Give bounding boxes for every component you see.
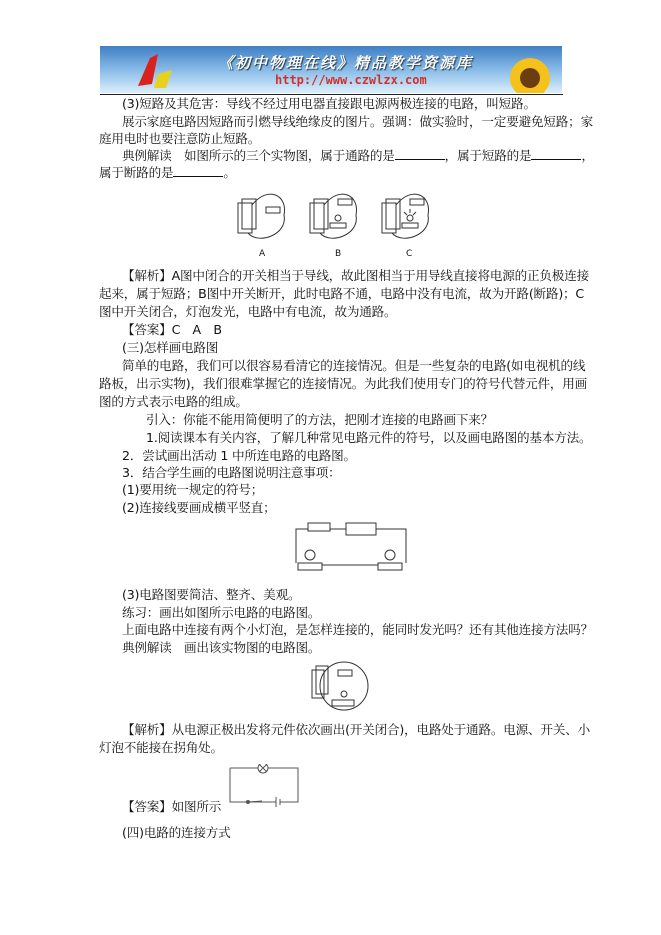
text-line: 上面电路中连接有两个小灯泡，是怎样连接的，能同时发光吗？还有其他连接方法吗？	[122, 622, 593, 637]
logo-icon	[128, 46, 188, 93]
answer-circuit-diagram	[228, 764, 302, 808]
text-line: 3．结合学生画的电路图说明注意事项：	[122, 465, 341, 480]
text-line: 2．尝试画出活动 1 中所连电路的电路图。	[122, 448, 356, 463]
text-line: 1.阅读课本有关内容，了解几种常见电路元件的符号，以及画电路图的基本方法。	[146, 430, 592, 445]
text: 属于断路的是	[99, 165, 174, 180]
text-line: (1)要用统一规定的符号；	[122, 482, 264, 497]
header-banner	[100, 46, 562, 93]
text-line: 引入：你能不能用简便明了的方法，把刚才连接的电路画下来？	[146, 412, 494, 427]
banner-url: http://www.czwlzx.com	[275, 73, 427, 87]
figure-label: B	[335, 249, 341, 259]
text-line: (3)电路图要简洁、整齐、美观。	[122, 587, 301, 602]
figure-label: C	[406, 249, 413, 259]
circuit-figure	[308, 658, 378, 713]
series-circuit-figure	[290, 515, 420, 577]
text-line: 练习：画出如图所示电路的电路图。	[122, 605, 321, 620]
text-line: 展示家庭电路因短路而引燃导线绝缘皮的图片。强调：做实验时，一定要避免短路；家	[122, 114, 593, 129]
text: 。	[223, 165, 236, 180]
text: ，属于短路的是	[444, 148, 532, 163]
question-line	[122, 148, 594, 164]
answer-blank	[531, 148, 581, 160]
text: ，	[581, 148, 594, 163]
sunflower-icon	[492, 46, 562, 93]
figure-label: A	[259, 249, 265, 259]
text-line: 灯泡不能接在拐角处。	[99, 740, 223, 755]
text-line: 典例解读 画出该实物图的电路图。	[122, 640, 321, 655]
section-heading: (四)电路的连接方式	[122, 825, 231, 840]
header-rule	[100, 94, 563, 95]
text-line: 简单的电路，我们可以很容易看清它的连接情况。但是一些复杂的电路(如电视机的线	[122, 358, 586, 373]
text-line: 起来，属于短路；B图中开关断开，此时电路不通，电路中没有电流，故为开路(断路)；C	[99, 286, 585, 301]
text-line: (2)连接线要画成横平竖直；	[122, 500, 276, 515]
text-line: 【解析】从电源正极出发将元件依次画出(开关闭合)，电路处于通路。电源、开关、小	[122, 722, 590, 737]
text-line: 【答案】C A B	[122, 322, 222, 337]
text: 典例解读 如图所示的三个实物图，属于通路的是	[122, 148, 395, 163]
question-line	[99, 165, 236, 181]
answer-blank	[395, 148, 445, 160]
answer-blank	[173, 165, 223, 177]
section-heading: (三)怎样画电路图	[122, 340, 219, 355]
text-line: 【解析】A图中闭合的开关相当于导线，故此图相当于用导线直接将电源的正负极连接	[122, 268, 589, 283]
text-line: 路板，出示实物)，我们很难掌握它的连接情况。为此我们使用专门的符号代替元件，用画	[99, 376, 588, 391]
banner-title: 《初中物理在线》精品教学资源库	[218, 54, 474, 72]
text-line: 庭用电时也要注意防止短路。	[99, 131, 261, 146]
text-line: 【答案】如图所示	[122, 799, 222, 814]
text-line: (3)短路及其危害：导线不经过用电器直接跟电源两极连接的电路，叫短路。	[122, 96, 536, 111]
text-line: 图中开关闭合，灯泡发光，电路中有电流，故为通路。	[99, 304, 397, 319]
text-line: 图的方式表示电路的组成。	[99, 394, 248, 409]
